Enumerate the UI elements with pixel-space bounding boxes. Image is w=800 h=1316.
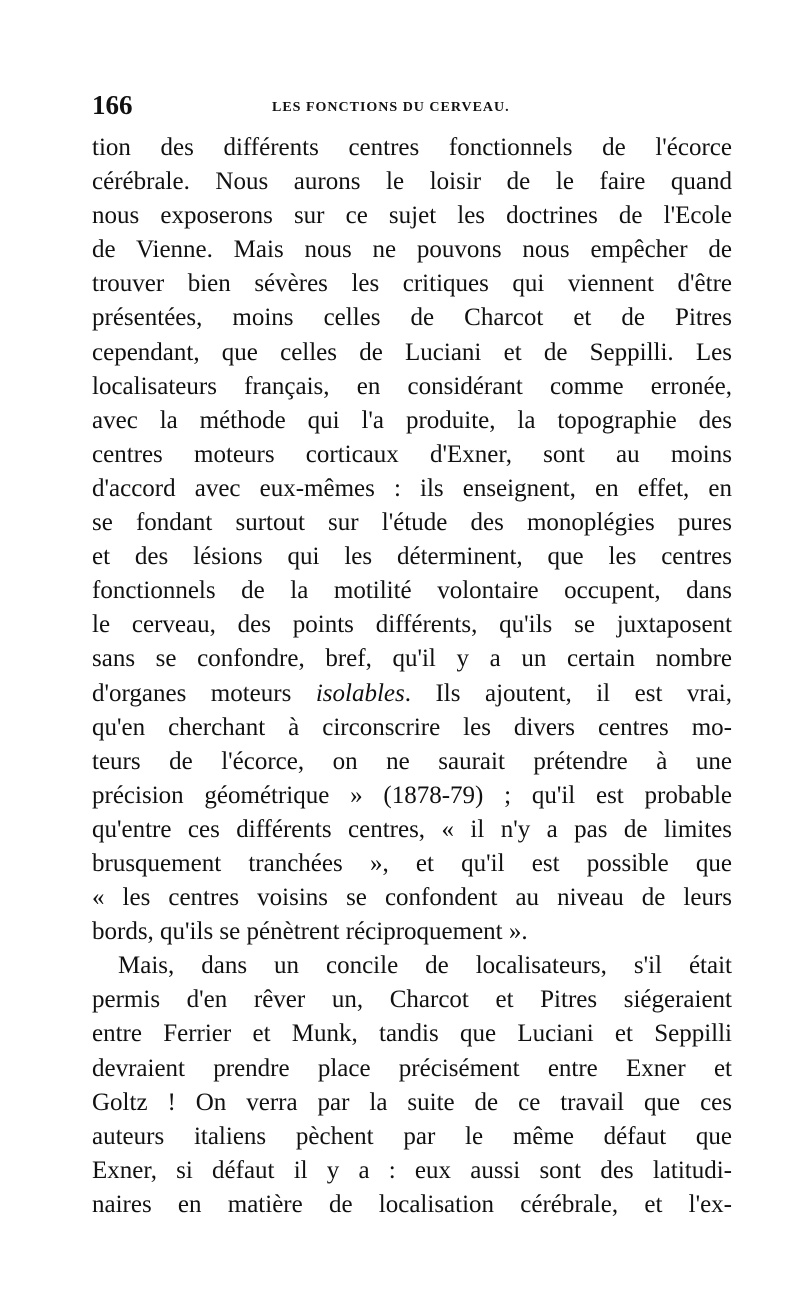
text-line: nous exposerons sur ce sujet les doctrines de l'Ecole — [92, 202, 732, 230]
text-line: d'accord avec eux-mêmes : ils enseignent, en effet, en — [92, 474, 732, 502]
text-line: d'organes moteurs isolables. Ils ajoutent, il est vrai, — [92, 679, 732, 707]
text-line: cérébrale. Nous aurons le loisir de le faire quand — [92, 168, 732, 196]
text-line: se fondant surtout sur l'étude des monoplégies pures — [92, 509, 732, 537]
text-line: auteurs italiens pèchent par le même défaut que — [92, 1122, 732, 1150]
text-line: présentées, moins celles de Charcot et de Pitres — [92, 304, 732, 332]
text-line: de Vienne. Mais nous ne pouvons nous empêcher de — [92, 236, 732, 264]
text-line: « les centres voisins se confondent au niveau de leurs — [92, 884, 732, 912]
text-line: qu'en cherchant à circonscrire les divers centres mo- — [92, 713, 732, 741]
text-line: le cerveau, des points différents, qu'ils se juxtaposent — [92, 611, 732, 639]
paragraph — [92, 131, 732, 949]
paragraph — [92, 949, 732, 1222]
text-line: tion des différents centres fonctionnels de l'écorce — [92, 134, 732, 161]
text-line: bords, qu'ils se pénètrent réciproquement ». — [92, 918, 528, 946]
body-text — [92, 131, 732, 1222]
text-line: fonctionnels de la motilité volontaire occupent, dans — [92, 577, 732, 605]
text-line: devraient prendre place précisément entre Exner et — [92, 1054, 732, 1082]
emphasis-text: isolables — [315, 679, 405, 707]
page-number: 166 — [92, 90, 133, 120]
text-line: trouver bien sévères les critiques qui viennent d'être — [92, 270, 732, 298]
text-line: permis d'en rêver un, Charcot et Pitres siégeraient — [92, 986, 732, 1014]
text-line: Mais, dans un concile de localisateurs, s'il était — [118, 952, 732, 980]
text-line: et des lésions qui les déterminent, que les centres — [92, 543, 732, 571]
text-line: brusquement tranchées », et qu'il est possible que — [92, 849, 732, 877]
running-head — [92, 90, 732, 130]
text-line: localisateurs français, en considérant comme erronée, — [92, 372, 732, 400]
running-title: LES FONCTIONS DU CERVEAU. — [272, 100, 510, 115]
text-line: naires en matière de localisation cérébrale, et l'ex- — [92, 1190, 732, 1218]
text-line: avec la méthode qui l'a produite, la topographie des — [92, 406, 732, 434]
text-line: Goltz ! On verra par la suite de ce travail que ces — [92, 1088, 732, 1116]
text-line: précision géométrique » (1878-79) ; qu'il est probable — [92, 781, 732, 809]
text-line: qu'entre ces différents centres, « il n'y a pas de limites — [92, 815, 732, 843]
text-line: teurs de l'écorce, on ne saurait prétendre à une — [92, 747, 732, 775]
text-line: sans se confondre, bref, qu'il y a un certain nombre — [92, 645, 732, 673]
text-line: centres moteurs corticaux d'Exner, sont au moins — [92, 440, 732, 468]
text-line: entre Ferrier et Munk, tandis que Luciani et Seppilli — [92, 1020, 732, 1048]
text-line: cependant, que celles de Luciani et de Seppilli. Les — [92, 338, 732, 366]
text-line: Exner, si défaut il y a : eux aussi sont des latitudi- — [92, 1156, 732, 1184]
